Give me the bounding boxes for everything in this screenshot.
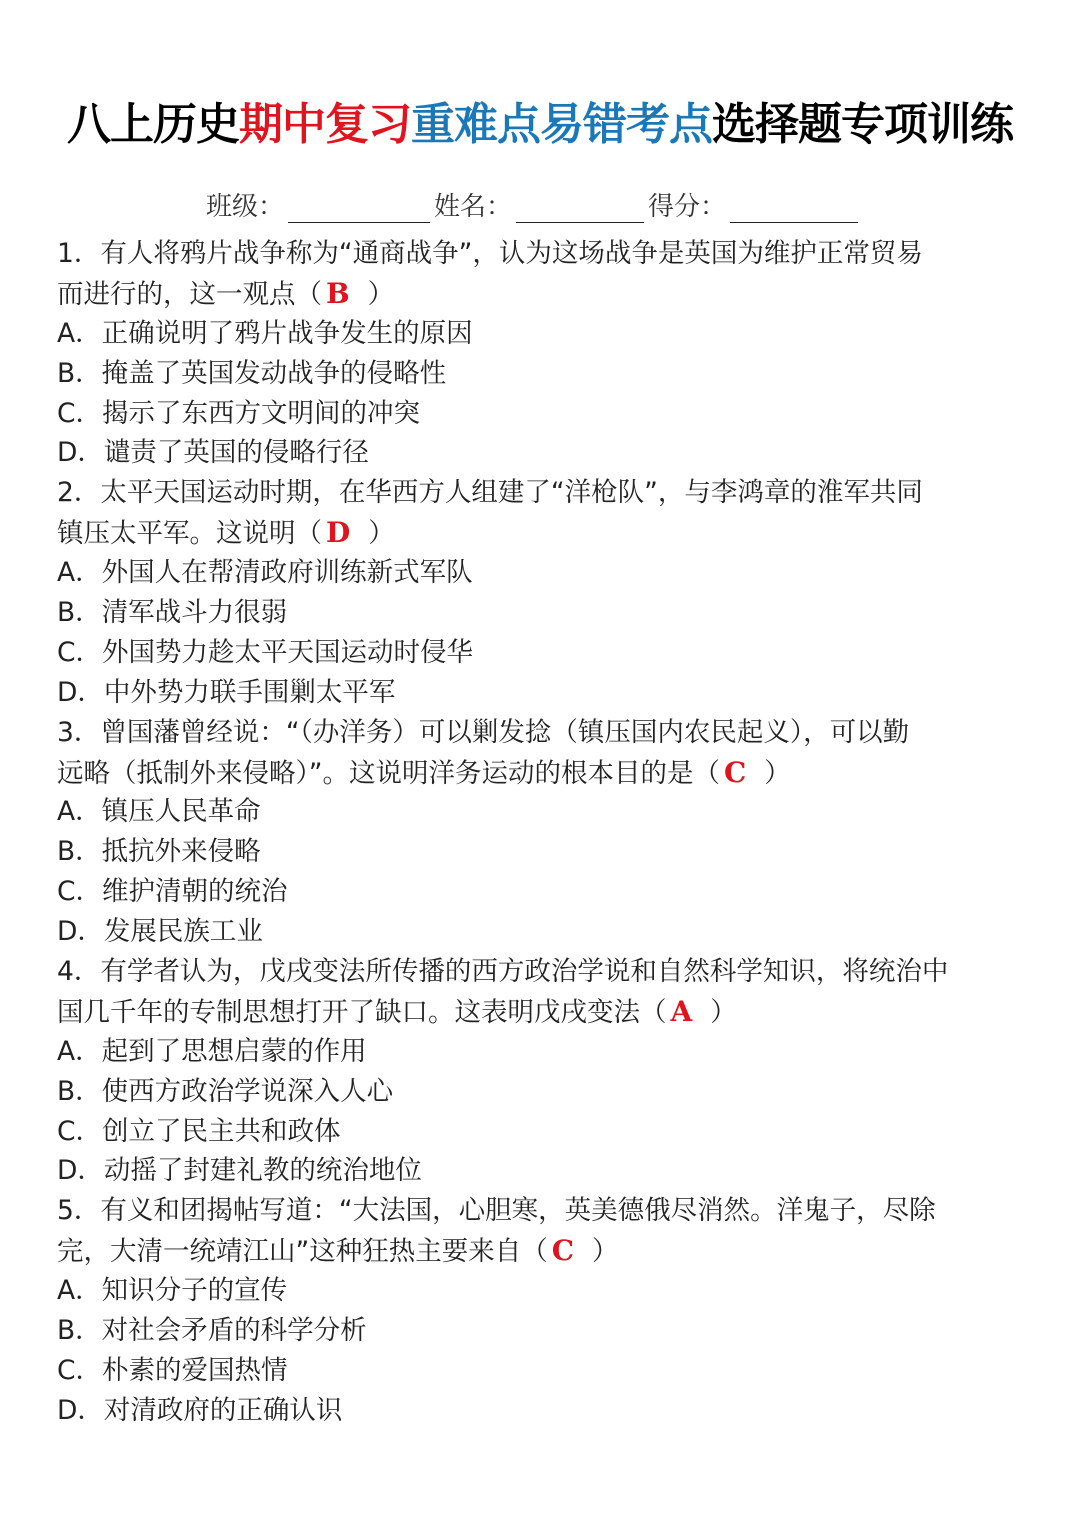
name-label: 姓名： [434,192,513,222]
class-blank[interactable] [288,194,430,223]
answer: C [551,1234,575,1268]
paren-close: ） [368,518,395,550]
option: B．使西方政治学说深入人心 [57,1075,394,1107]
title-part-red: 期中复习 [239,99,411,150]
option: D．谴责了英国的侵略行径 [57,437,369,469]
option: C．揭示了东西方文明间的冲突 [57,397,421,429]
answer: C [723,755,747,789]
option: A．起到了思想启蒙的作用 [57,1035,367,1067]
question-stem-end [57,513,1027,553]
answer: D [326,516,351,550]
question-stem-end [57,992,1027,1032]
option: A．正确说明了鸦片战争发生的原因 [57,317,473,349]
option: C．维护清朝的统治 [57,876,288,908]
question-list [57,234,1027,1431]
option: D．对清政府的正确认识 [57,1394,343,1426]
option: A．外国人在帮清政府训练新式军队 [57,557,473,589]
option: B．掩盖了英国发动战争的侵略性 [57,357,447,389]
option: B．抵抗外来侵略 [57,836,261,868]
option: A．知识分子的宣传 [57,1275,288,1307]
title-part-blue: 重难点易错考点 [411,99,712,150]
paren-close: ） [367,278,395,310]
paren-close: ） [592,1236,619,1268]
paren-close: ） [710,996,737,1028]
score-blank[interactable] [730,194,858,223]
stem-text: 远略（抵制外来侵略）”。这说明洋务运动的根本目的是（ [57,757,720,789]
option: D．中外势力联手围剿太平军 [57,676,396,708]
stem-text: 国几千年的专制思想打开了缺口。这表明戊戌变法（ [57,996,667,1028]
option: D．发展民族工业 [57,916,263,948]
title-part-black-2: 选择题专项训练 [712,99,1013,150]
option: A．镇压人民革命 [57,796,261,828]
question-stem-end [57,1231,1027,1271]
question-stem-end [57,753,1027,793]
paren-close: ） [764,757,791,789]
answer: B [326,276,350,310]
option: C．外国势力趁太平天国运动时侵华 [57,636,474,668]
title-part-black: 八上历史 [67,99,239,150]
option: D．动摇了封建礼教的统治地位 [57,1155,422,1187]
option: B．清军战斗力很弱 [57,597,288,629]
question-stem: 1．有人将鸦片战争称为“通商战争”，认为这场战争是英国为维护正常贸易 [57,238,923,269]
stem-text: 完，大清一统靖江山”这种狂热主要来自（ [57,1236,548,1268]
answer: A [670,994,693,1028]
stem-text: 镇压太平军。这说明（ [57,518,322,550]
option: C．朴素的爱国热情 [57,1354,288,1386]
page-title [0,88,1080,152]
option: C．创立了民主共和政体 [57,1115,341,1147]
question-stem: 3．曾国藩曾经说：“（办洋务）可以剿发捻（镇压国内农民起义），可以勤 [57,716,910,748]
question-stem: 4．有学者认为，戊戌变法所传播的西方政治学说和自然科学知识，将统治中 [57,956,949,988]
option: B．对社会矛盾的科学分析 [57,1315,367,1347]
question-stem-end [57,274,1027,314]
stem-text: 而进行的，这一观点（ [57,278,322,310]
name-blank[interactable] [516,194,644,223]
score-label: 得分： [648,192,727,222]
question-stem: 2．太平天国运动时期，在华西方人组建了“洋枪队”，与李鸿章的淮军共同 [57,477,923,509]
student-info-fields [206,186,862,223]
class-label: 班级： [206,192,285,222]
question-stem: 5．有义和团揭帖写道：“大法国，心胆寒，英美德俄尽消然。洋鬼子，尽除 [57,1195,936,1227]
